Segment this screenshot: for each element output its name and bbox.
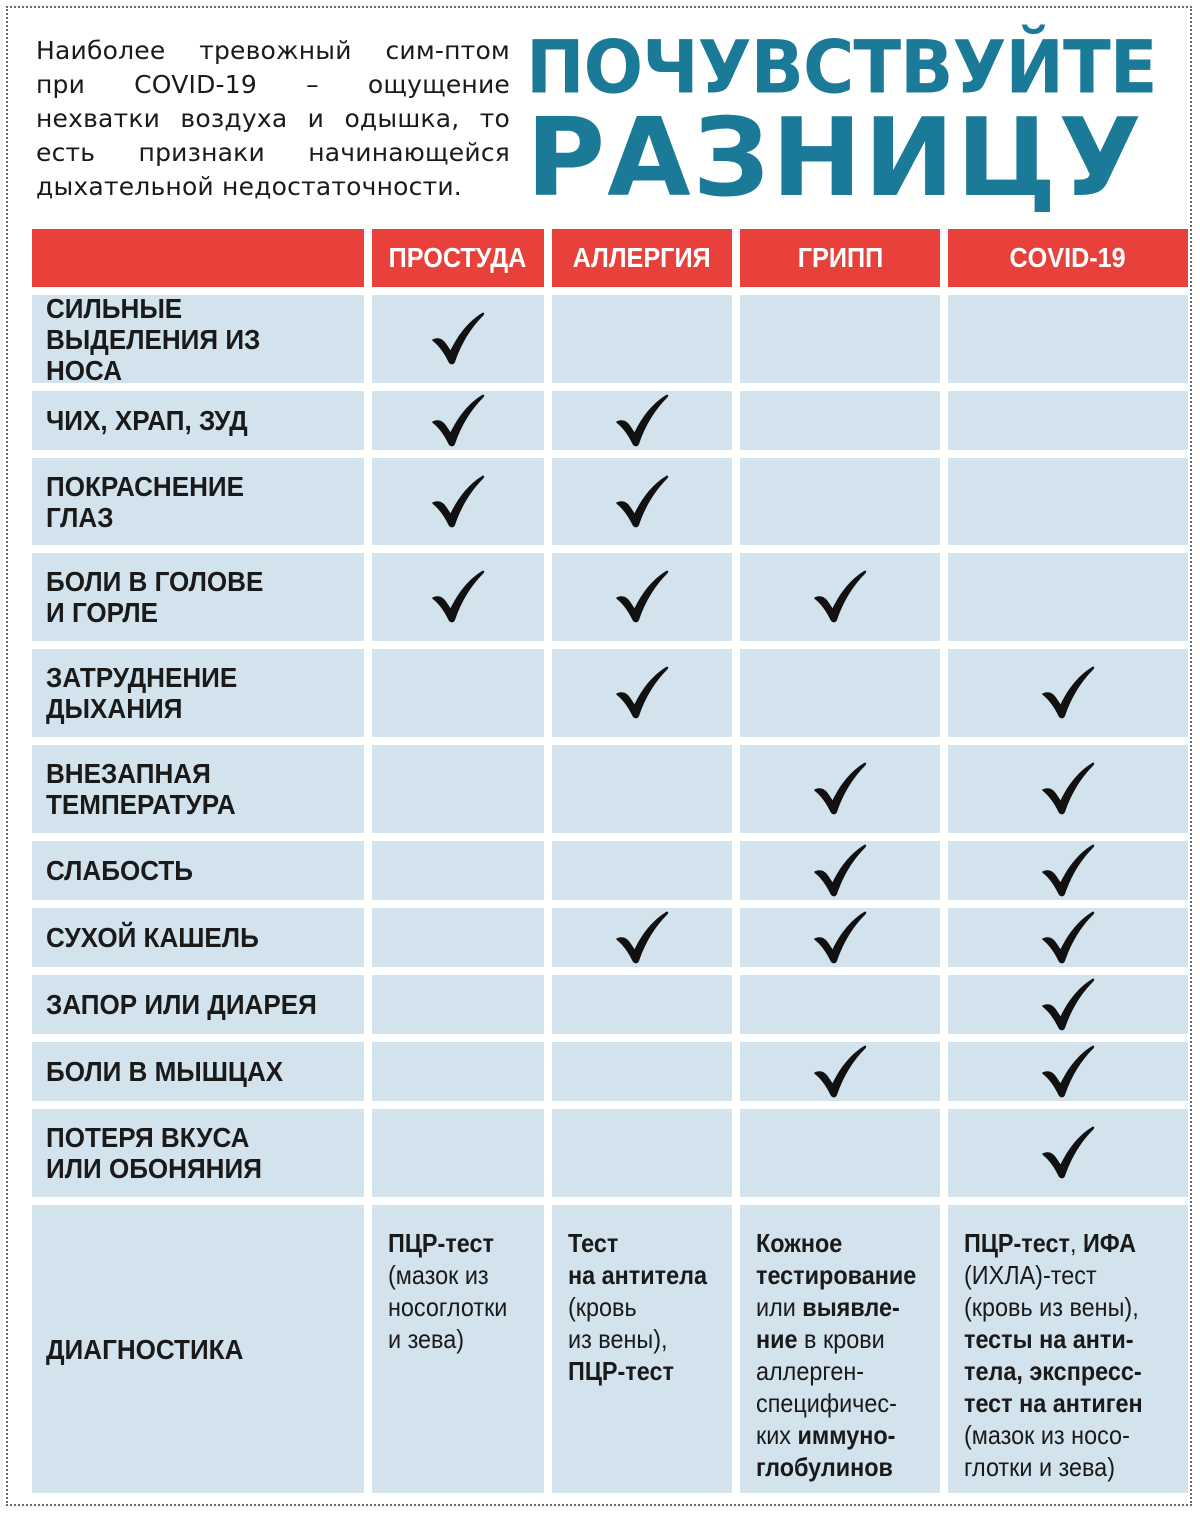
diagnostics-line: Тест [568, 1228, 619, 1258]
table-cell [948, 841, 1188, 900]
diagnostics-line: ПЦР-тест [388, 1228, 494, 1258]
row-label-text: ПОТЕРЯ ВКУСА ИЛИ ОБОНЯНИЯ [46, 1122, 262, 1184]
row-label [32, 391, 364, 450]
diagnostics-cell [372, 1205, 544, 1493]
diagnostics-line: глобулинов [756, 1452, 893, 1482]
title-line-1: ПОЧУВСТВУЙТЕ [526, 24, 1157, 111]
row-label [32, 975, 364, 1034]
checkmark-icon [614, 474, 670, 530]
diagnostics-line: или выявле- [756, 1292, 900, 1322]
table-cell [740, 908, 940, 967]
diagnostics-cell [740, 1205, 940, 1493]
table-cell [552, 1042, 732, 1101]
table-cell [740, 458, 940, 545]
row-label-text: СИЛЬНЫЕ ВЫДЕЛЕНИЯ ИЗ НОСА [46, 292, 261, 386]
table-cell [552, 391, 732, 450]
checkmark-icon [614, 910, 670, 966]
diagnostics-label: ДИАГНОСТИКА [32, 1205, 364, 1493]
row-label [32, 458, 364, 545]
row-label-text: ЗАПОР ИЛИ ДИАРЕЯ [46, 989, 317, 1020]
diagnostics-line: Кожное [756, 1228, 843, 1258]
column-header-label: АЛЛЕРГИЯ [572, 242, 712, 273]
diagnostics-line: (мазок из носо- [964, 1420, 1130, 1450]
checkmark-icon [430, 311, 486, 367]
checkmark-icon [1040, 1044, 1096, 1100]
table-cell [552, 649, 732, 737]
table-cell [740, 975, 940, 1034]
checkmark-icon [1040, 665, 1096, 721]
page-title [526, 22, 1176, 221]
table-cell [552, 975, 732, 1034]
table-cell [552, 841, 732, 900]
table-cell [740, 391, 940, 450]
table-cell [372, 295, 544, 383]
diagnostics-line: тела, экспресс- [964, 1356, 1142, 1386]
row-label-text: БОЛИ В МЫШЦАХ [46, 1056, 284, 1087]
column-header-label: ПРОСТУДА [389, 242, 527, 273]
column-header-flu [740, 229, 940, 287]
symptom-table [32, 229, 1188, 1493]
row-label-text: СЛАБОСТЬ [46, 855, 193, 886]
table-cell [372, 908, 544, 967]
checkmark-icon [812, 910, 868, 966]
table-cell [372, 745, 544, 833]
diagnostics-line: на антитела [568, 1260, 708, 1290]
table-cell [372, 975, 544, 1034]
diagnostics-line: тест на антиген [964, 1388, 1143, 1418]
checkmark-icon [1040, 910, 1096, 966]
table-cell [948, 1042, 1188, 1101]
checkmark-icon [430, 393, 486, 449]
diagnostics-line: и зева) [388, 1324, 465, 1354]
row-label [32, 292, 364, 386]
checkmark-icon [430, 569, 486, 625]
table-cell [948, 908, 1188, 967]
checkmark-icon [1040, 1125, 1096, 1181]
table-cell [948, 295, 1188, 383]
table-cell [372, 553, 544, 641]
table-cell [948, 649, 1188, 737]
column-header-label: COVID-19 [1009, 242, 1127, 273]
checkmark-icon [812, 761, 868, 817]
diagnostics-line: тестирование [756, 1260, 917, 1290]
table-cell [372, 1042, 544, 1101]
table-cell [372, 458, 544, 545]
table-cell [552, 553, 732, 641]
table-cell [740, 649, 940, 737]
row-label-text: СУХОЙ КАШЕЛЬ [46, 922, 259, 953]
row-label-text: ЧИХ, ХРАП, ЗУД [46, 405, 248, 436]
table-cell [552, 295, 732, 383]
table-cell [740, 295, 940, 383]
checkmark-icon [1040, 977, 1096, 1033]
row-label [32, 908, 364, 967]
table-cell [552, 745, 732, 833]
diagnostics-cell [552, 1205, 732, 1493]
table-cell [948, 553, 1188, 641]
diagnostics-line: ПЦР-тест [568, 1356, 674, 1386]
diagnostics-line: тесты на анти- [964, 1324, 1134, 1354]
column-header-allergy [552, 229, 732, 287]
column-header-label: ГРИПП [797, 242, 883, 273]
table-cell [552, 1109, 732, 1197]
table-cell [372, 391, 544, 450]
row-label [32, 1109, 364, 1197]
table-cell [948, 1109, 1188, 1197]
checkmark-icon [614, 569, 670, 625]
row-label [32, 745, 364, 833]
table-cell [372, 841, 544, 900]
table-cell [740, 1109, 940, 1197]
row-label [32, 553, 364, 641]
diagnostics-cell [948, 1205, 1188, 1493]
diagnostics-line: аллерген- [756, 1356, 865, 1386]
diagnostics-line: глотки и зева) [964, 1452, 1116, 1482]
checkmark-icon [812, 1044, 868, 1100]
row-label-text: ВНЕЗАПНАЯ ТЕМПЕРАТУРА [46, 758, 236, 820]
checkmark-icon [812, 843, 868, 899]
table-cell [948, 391, 1188, 450]
checkmark-icon [430, 474, 486, 530]
table-cell [740, 841, 940, 900]
checkmark-icon [1040, 843, 1096, 899]
intro-text: Наиболее тревожный сим-птом при COVID-19 – ощущение нехватки воздуха и одышка, то есть признаки начинающейся дыхательной недостаточности. [36, 36, 510, 201]
diagnostics-line: (ИХЛА)-тест [964, 1260, 1097, 1290]
column-header-covid [948, 229, 1188, 287]
row-label [32, 841, 364, 900]
row-label-text: ЗАТРУДНЕНИЕ ДЫХАНИЯ [46, 662, 238, 724]
diagnostics-line: (кровь [568, 1292, 637, 1322]
table-cell [740, 553, 940, 641]
header-corner [32, 229, 364, 287]
diagnostics-line: из вены), [568, 1324, 668, 1354]
table-cell [740, 745, 940, 833]
row-label-text: ПОКРАСНЕНИЕ ГЛАЗ [46, 470, 244, 533]
row-label [32, 649, 364, 737]
diagnostics-line: (кровь из вены), [964, 1292, 1139, 1322]
table-cell [948, 745, 1188, 833]
column-header-cold [372, 229, 544, 287]
diagnostics-line: ких иммуно- [756, 1420, 896, 1450]
checkmark-icon [614, 393, 670, 449]
table-cell [948, 458, 1188, 545]
checkmark-icon [614, 665, 670, 721]
diagnostics-line: ПЦР-тест, ИФА [964, 1228, 1137, 1258]
diagnostics-line: ние в крови [756, 1324, 885, 1354]
diagnostics-line: специфичес- [756, 1388, 897, 1418]
row-label [32, 1042, 364, 1101]
checkmark-icon [1040, 761, 1096, 817]
checkmark-icon [812, 569, 868, 625]
table-cell [740, 1042, 940, 1101]
title-line-2: РАЗНИЦУ [526, 96, 1144, 221]
table-cell [372, 1109, 544, 1197]
table-cell [552, 908, 732, 967]
diagnostics-line: носоглотки [388, 1292, 508, 1322]
table-cell [372, 649, 544, 737]
row-label-text: БОЛИ В ГОЛОВЕ И ГОРЛЕ [46, 566, 264, 628]
diagnostics-line: (мазок из [388, 1260, 489, 1290]
table-cell [948, 975, 1188, 1034]
table-cell [552, 458, 732, 545]
